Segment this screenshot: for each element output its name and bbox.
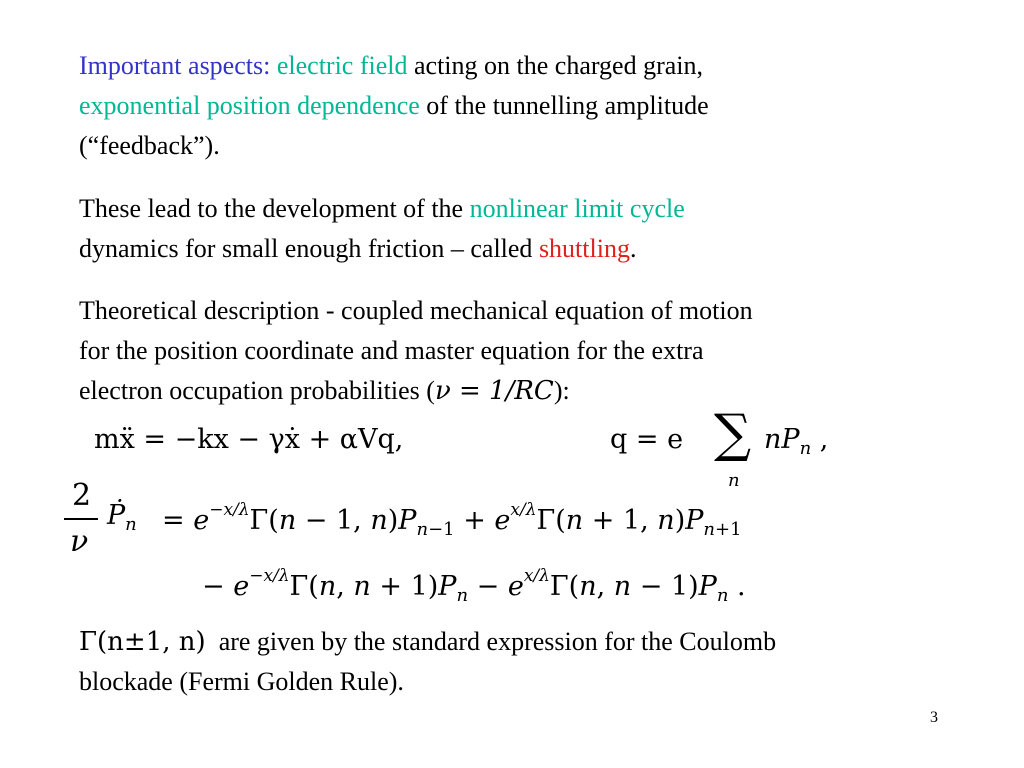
fraction-numerator: 2 xyxy=(72,478,92,513)
sum-symbol: ∑ xyxy=(714,404,752,464)
charge-lhs: q = e xyxy=(610,424,684,455)
highlight-exponential-position-dependence: exponential position dependence xyxy=(79,91,420,120)
equation-motion: mẍ = −kx − γẋ + αVq, xyxy=(94,424,404,455)
highlight-electric-field: electric field xyxy=(276,51,408,80)
text: ): xyxy=(553,376,570,405)
fraction-bar xyxy=(64,518,98,520)
text: electron occupation probabilities ( xyxy=(79,376,435,405)
p-dot-subscript: n xyxy=(125,514,137,535)
charge-rhs xyxy=(764,424,828,459)
fraction-denominator: ν xyxy=(70,524,89,559)
master-lhs xyxy=(107,500,137,535)
text: Theoretical description - coupled mechanical equation of motion xyxy=(79,296,753,325)
charge-term: nP xyxy=(764,424,800,455)
page-number: 3 xyxy=(930,709,938,726)
master-equation-line-2: − $e^{-x/\lambda}\Gamma(n$, $n + 1)P_n - e^{x/\lambda}\Gamma(n$, $n - 1)P_n$ . xyxy=(202,566,746,606)
highlight-nonlinear-limit-cycle: nonlinear limit cycle xyxy=(469,194,685,223)
paragraph-shuttling xyxy=(79,189,685,269)
paragraph-theoretical-description xyxy=(79,291,753,411)
text: blockade (Fermi Golden Rule). xyxy=(79,667,404,696)
nu-definition: ν = 1/RC xyxy=(434,376,554,406)
sum-index: n xyxy=(728,470,740,491)
text: (“feedback”). xyxy=(79,131,220,160)
text: for the position coordinate and master equation for the extra xyxy=(79,336,704,365)
master-equation-line-1: = $e^{-x/\lambda}\Gamma(n - 1$, $n)P_{n-1} + e^{x/\lambda}\Gamma(n + 1$, $n)P_{n+1}$ xyxy=(162,500,742,540)
text: These lead to the development of the xyxy=(79,194,470,223)
text: are given by the standard expression for the Coulomb xyxy=(218,627,777,656)
charge-comma: , xyxy=(811,424,829,455)
paragraph-coulomb-blockade xyxy=(79,622,776,702)
highlight-shuttling: shuttling xyxy=(538,234,630,263)
label-important-aspects: Important aspects: xyxy=(79,51,271,80)
text: . xyxy=(629,234,637,263)
gamma-expression: Γ(n±1, n) xyxy=(79,627,206,657)
text: acting on the charged grain, xyxy=(407,51,704,80)
paragraph-important-aspects xyxy=(79,46,709,166)
equation-charge xyxy=(610,424,683,455)
p-dot: Ṗ xyxy=(107,500,126,531)
charge-term-subscript: n xyxy=(799,438,812,459)
text: of the tunnelling amplitude xyxy=(419,91,709,120)
text: dynamics for small enough friction – called xyxy=(79,234,539,263)
